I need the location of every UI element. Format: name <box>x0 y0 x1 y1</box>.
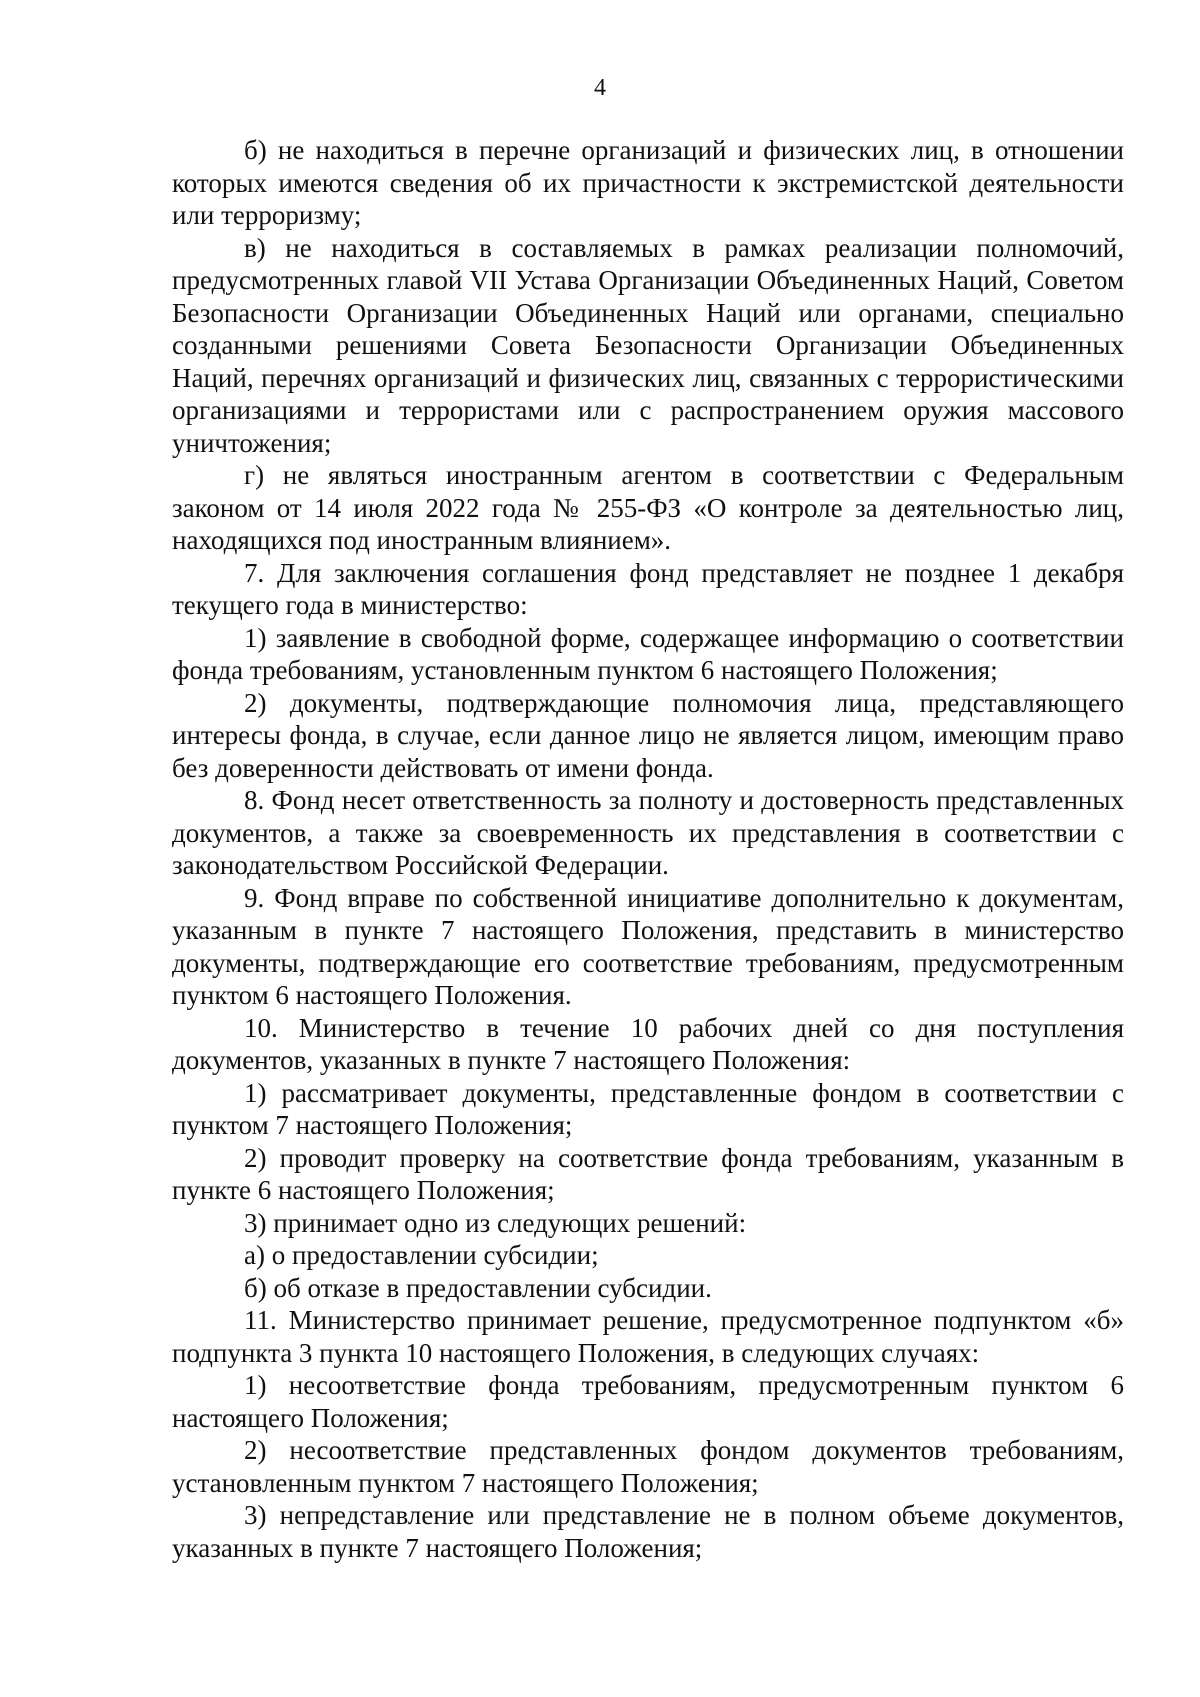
paragraph-10: 10. Министерство в течение 10 рабочих дней со дня поступления документов, указанных в пункте 7 настоящего Положения: <box>172 1012 1124 1075</box>
paragraph-7-1: 1) заявление в свободной форме, содержащее информацию о соответствии фонда требованиям, установленным пунктом 6 настоящего Положения; <box>172 622 1124 685</box>
paragraph-7-2: 2) документы, подтверждающие полномочия лица, представляющего интересы фонда, в случае, если данное лицо не является лицом, имеющим право без доверенности действовать от имени фонда. <box>172 687 1124 783</box>
paragraph-11-2: 2) несоответствие представленных фондом документов требованиям, установленным пунктом 7 настоящего Положения; <box>172 1435 1124 1498</box>
paragraph-7: 7. Для заключения соглашения фонд представляет не позднее 1 декабря текущего года в министерство: <box>172 557 1124 620</box>
paragraph-11-1: 1) несоответствие фонда требованиям, предусмотренным пунктом 6 настоящего Положения; <box>172 1370 1124 1433</box>
paragraph-8: 8. Фонд несет ответственность за полноту и достоверность представленных документов, а также за своевременность их представления в соответствии с законодательством Российской Федерации. <box>172 785 1124 880</box>
paragraph-10-3b: б) об отказе в предоставлении субсидии. <box>244 1272 712 1303</box>
paragraph-11: 11. Министерство принимает решение, предусмотренное подпунктом «б» подпункта 3 пункта 10 настоящего Положения, в следующих случаях: <box>172 1305 1124 1368</box>
paragraph-10-1: 1) рассматривает документы, представленные фондом в соответствии с пунктом 7 настоящего Положения; <box>172 1077 1124 1140</box>
paragraph-11-3: 3) непредставление или представление не в полном объеме документов, указанных в пункте 7 настоящего Положения; <box>172 1500 1124 1563</box>
paragraph-6g: г) не являться иностранным агентом в соответствии с Федеральным законом от 14 июля 2022 года № 255-ФЗ «О контроле за деятельностью лиц, находящихся под иностранным влиянием». <box>172 460 1124 555</box>
document-body <box>172 134 1124 1564</box>
paragraph-6v: в) не находиться в составляемых в рамках реализации полномочий, предусмотренных главой VII Устава Организации Объединенных Наций, Советом Безопасности Организации Объединенных Наций или органами, специально созданными решениями Совета Безопасности Организации Объединенных Наций, перечнях организаций и физических лиц, связанных с террористическими организациями и террористами или с распространением оружия массового уничтожения; <box>172 232 1124 458</box>
paragraph-10-3: 3) принимает одно из следующих решений: <box>244 1207 747 1238</box>
paragraph-10-2: 2) проводит проверку на соответствие фонда требованиям, указанным в пункте 6 настоящего Положения; <box>172 1142 1124 1205</box>
paragraph-10-3a: а) о предоставлении субсидии; <box>244 1240 599 1270</box>
paragraph-6b: б) не находиться в перечне организаций и физических лиц, в отношении которых имеются сведения об их причастности к экстремистской деятельности или терроризму; <box>172 135 1124 230</box>
page-number: 4 <box>594 75 606 101</box>
paragraph-9: 9. Фонд вправе по собственной инициативе дополнительно к документам, указанным в пункте 7 настоящего Положения, представить в министерство документы, подтверждающие его соответствие требованиям, предусмотренным пунктом 6 настоящего Положения. <box>172 882 1124 1010</box>
